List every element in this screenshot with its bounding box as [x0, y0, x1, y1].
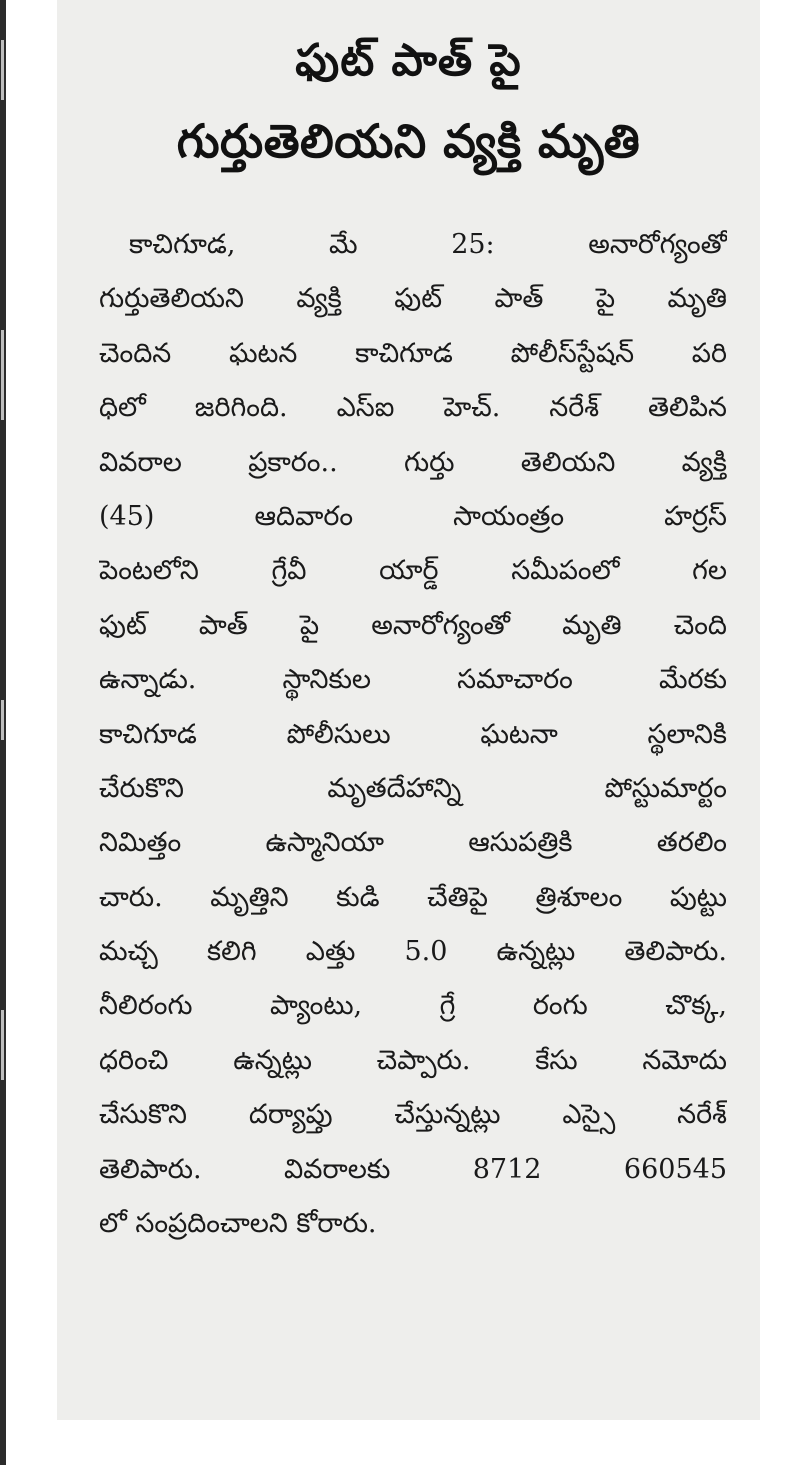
article-line: (45) ఆదివారం సాయంత్రం హర్రస్ — [99, 500, 727, 532]
article-line: వివరాల ప్రకారం.. గుర్తు తెలియని వ్యక్తి — [99, 446, 727, 478]
article-line: లో సంప్రదించాలని కోరారు. — [99, 1208, 377, 1240]
article-line: చేసుకొని దర్యాప్తు చేస్తున్నట్లు ఎస్సై నరేశ్ — [99, 1099, 727, 1131]
article-line: ఫుట్ పాత్ పై అనారోగ్యంతో మృతి చెంది — [99, 609, 727, 641]
news-clipping — [57, 0, 760, 1420]
headline-line-1: ఫుట్ పాత్ పై — [295, 35, 522, 86]
article-line: ఉన్నాడు. స్థానికుల సమాచారం మేరకు — [99, 664, 727, 696]
article-line: చేరుకొని మృతదేహాన్ని పోస్టుమార్టం — [99, 772, 727, 804]
article-line: గుర్తుతెలియని వ్యక్తి ఫుట్ పాత్ పై మృతి — [99, 283, 727, 315]
article-line: నిమిత్తం ఉస్మానియా ఆసుపత్రికి తరలిం — [99, 827, 727, 859]
article-line: ధిలో జరిగింది. ఎస్‌ఐ హెచ్. నరేశ్ తెలిపిన — [99, 392, 727, 424]
scan-edge-strip — [0, 0, 6, 1465]
article-line: చారు. మృత్తిని కుడి చేతిపై త్రిశూలం పుట్టు — [99, 881, 727, 913]
article-line: కాచిగూడ, మే 25: అనారోగ్యంతో — [129, 229, 727, 260]
headline — [57, 0, 760, 182]
article-line: ధరించి ఉన్నట్లు చెప్పారు. కేసు నమోదు — [99, 1044, 727, 1076]
headline-line-2: గుర్తుతెలియని వ్యక్తి మృతి — [176, 114, 641, 168]
article-line: మచ్చ కలిగి ఎత్తు 5.0 ఉన్నట్లు తెలిపారు. — [99, 936, 727, 968]
article-line: నీలిరంగు ప్యాంటు, గ్రే రంగు చొక్క, — [99, 990, 727, 1022]
article-line: చెందిన ఘటన కాచిగూడ పోలీస్‌స్టేషన్ పరి — [99, 337, 727, 369]
article-line: కాచిగూడ పోలీసులు ఘటనా స్థలానికి — [99, 718, 727, 750]
article-line: పెంటలోని గ్రేవీ యార్డ్ సమీపంలో గల — [99, 555, 727, 587]
article-line: తెలిపారు. వివరాలకు 8712 660545 — [99, 1153, 727, 1185]
article-body — [99, 218, 727, 1251]
